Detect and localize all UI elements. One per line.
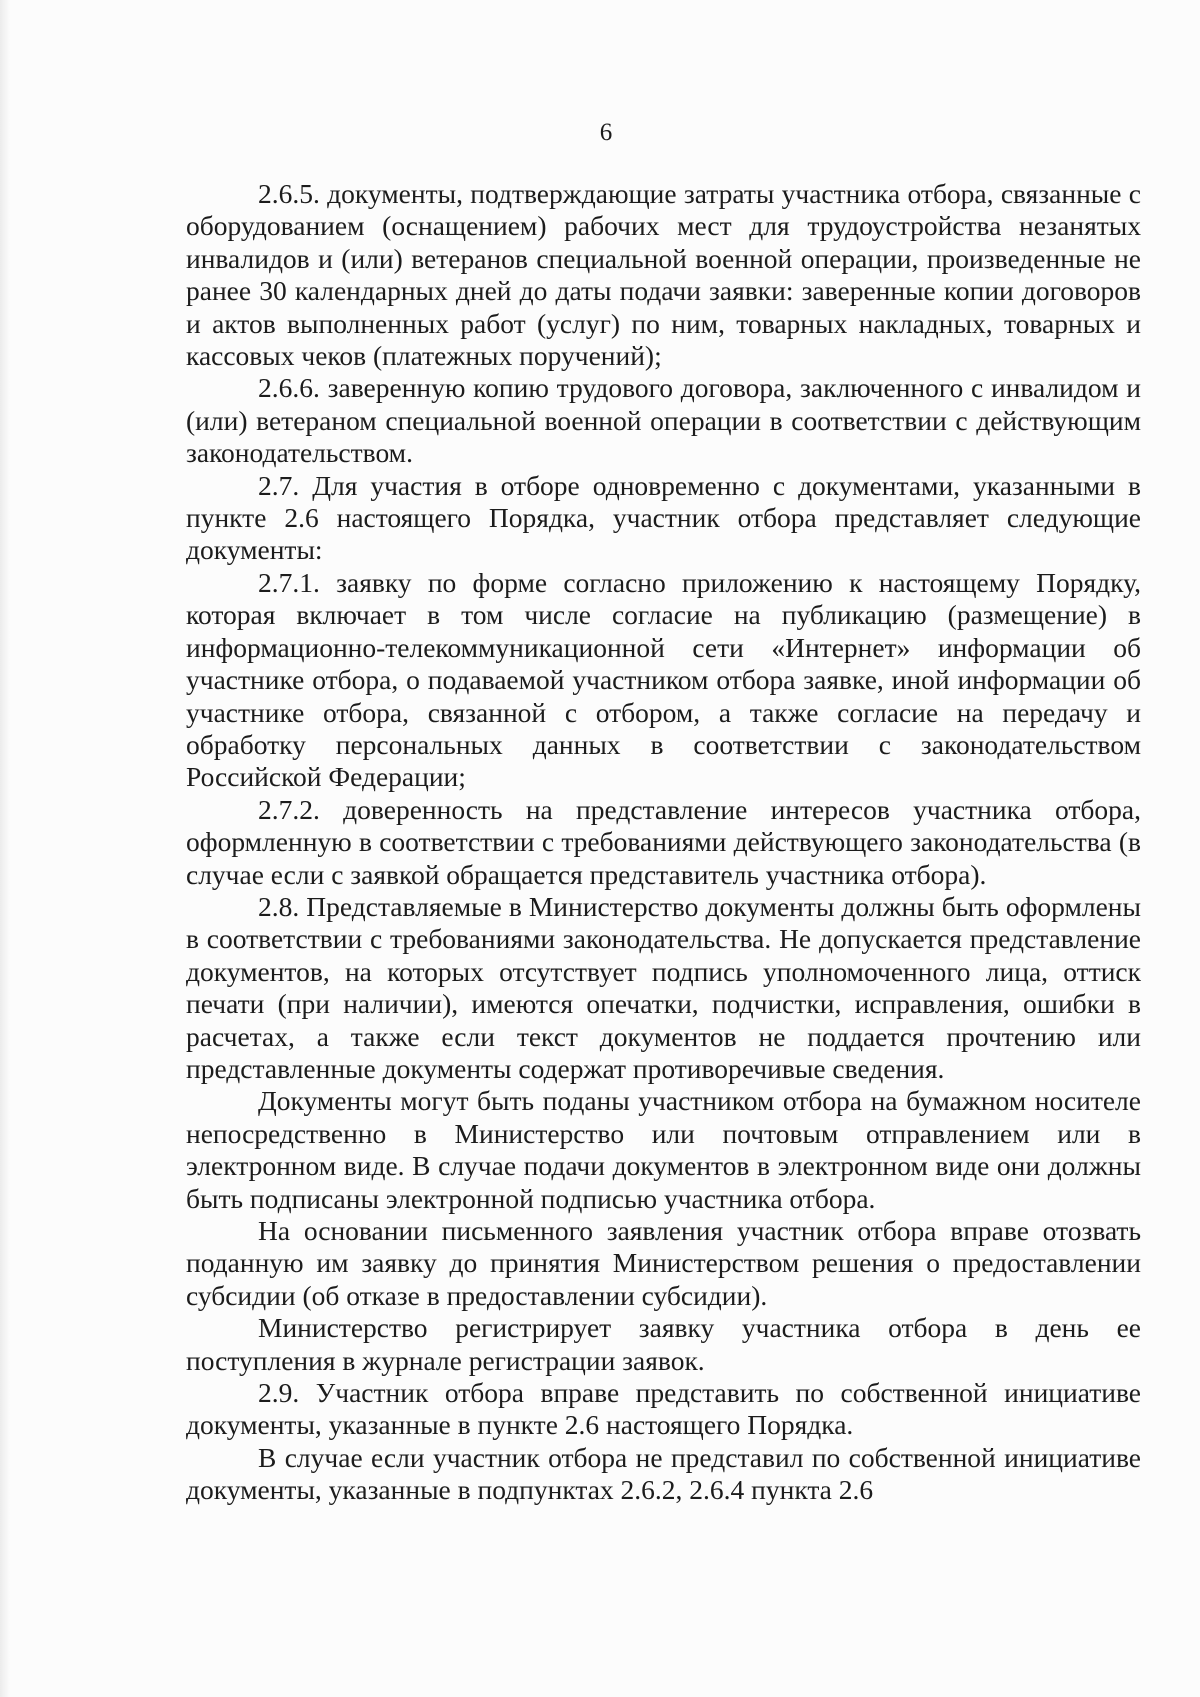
scan-edge-shadow (0, 0, 10, 1697)
document-body (186, 178, 1141, 1507)
paragraph-2-7-2: 2.7.2. доверенность на представление интересов участника отбора, оформленную в соответствии с требованиями действующего законодательства (в случае если с заявкой обращается представитель участника отбора). (186, 793, 1141, 890)
paragraph-withdrawal: На основании письменного заявления участник отбора вправе отозвать поданную им заявку до принятия Министерством решения о предоставлении субсидии (об отказе в предоставлении субсидии). (186, 1215, 1141, 1311)
paragraph-2-9: 2.9. Участник отбора вправе представить по собственной инициативе документы, указанные в пункте 2.6 настоящего Порядка. (186, 1377, 1141, 1441)
paragraph-submission-methods: Документы могут быть поданы участником отбора на бумажном носителе непосредственно в Министерство или почтовым отправлением или в электронном виде. В случае подачи документов в электронном виде они должны быть подписаны электронной подписью участника отбора. (186, 1085, 1141, 1214)
page-number: 6 (599, 119, 613, 146)
paragraph-2-8: 2.8. Представляемые в Министерство документы должны быть оформлены в соответствии с требованиями законодательства. Не допускается представление документов, на которых отсутствует подпись уполномоченного лица, оттиск печати (при наличии), имеются опечатки, подчистки, исправления, ошибки в расчетах, а также если текст документов не поддается прочтению или представленные документы содержат противоречивые сведения. (186, 890, 1141, 1084)
paragraph-registration: Министерство регистрирует заявку участника отбора в день ее поступления в журнале регистрации заявок. (186, 1312, 1141, 1376)
paragraph-2-6-5: 2.6.5. документы, подтверждающие затраты участника отбора, связанные с оборудованием (оснащением) рабочих мест для трудоустройства незанятых инвалидов и (или) ветеранов специальной военной операции, произведенные не ранее 30 календарных дней до даты подачи заявки: заверенные копии договоров и актов выполненных работ (услуг) по ним, товарных накладных, товарных и кассовых чеков (платежных поручений); (186, 178, 1141, 372)
paragraph-2-7-1: 2.7.1. заявку по форме согласно приложению к настоящему Порядку, которая включает в том числе согласие на публикацию (размещение) в информационно-телекоммуникационной сети «Интернет» информации об участнике отбора, о подаваемой участником отбора заявке, иной информации об участнике отбора, связанной с отбором, а также согласие на передачу и обработку персональных данных в соответствии с законодательством Российской Федерации; (186, 566, 1141, 793)
paragraph-case-not-submitted: В случае если участник отбора не представил по собственной инициативе документы, указанные в подпунктах 2.6.2, 2.6.4 пункта 2.6 (186, 1441, 1141, 1506)
paragraph-2-6-6: 2.6.6. заверенную копию трудового договора, заключенного с инвалидом и (или) ветераном специальной военной операции в соответствии с действующим законодательством. (186, 372, 1141, 469)
paragraph-2-7: 2.7. Для участия в отборе одновременно с документами, указанными в пункте 2.6 настоящего Порядка, участник отбора представляет следующие документы: (186, 469, 1141, 566)
